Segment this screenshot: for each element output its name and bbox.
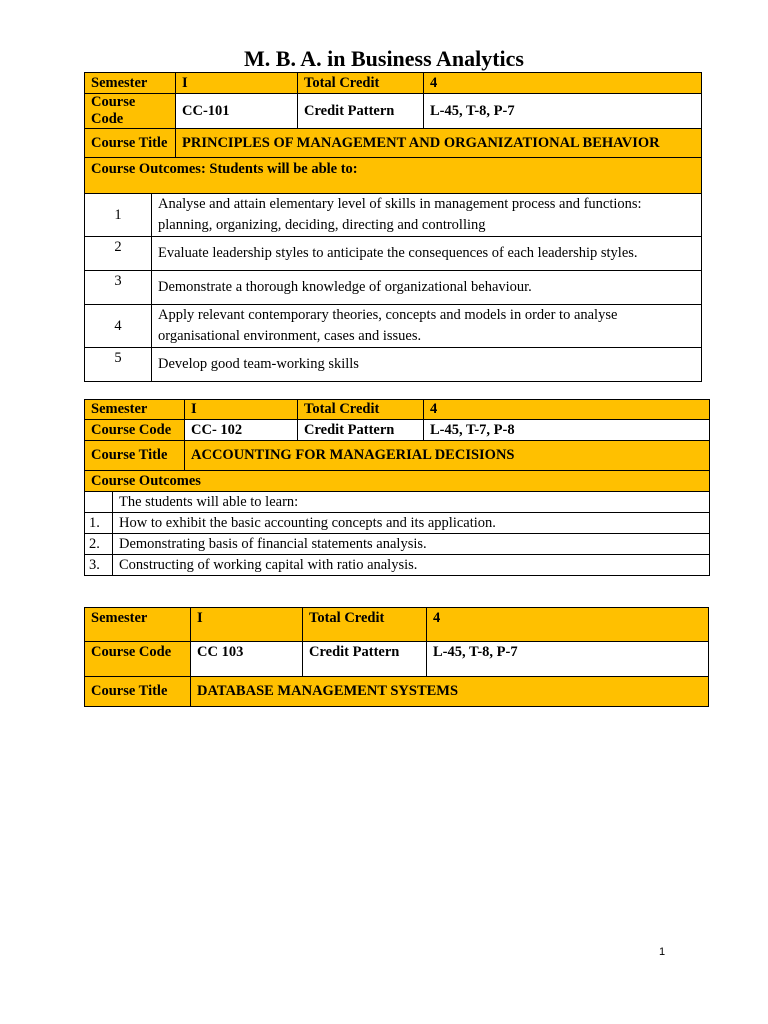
credit-pattern-label: Credit Pattern bbox=[303, 642, 427, 677]
course-table-cc102 bbox=[84, 399, 710, 576]
course-table-cc103 bbox=[84, 607, 709, 707]
outcome-text: Demonstrate a thorough knowledge of organizational behaviour. bbox=[152, 271, 702, 305]
course-title-value: DATABASE MANAGEMENT SYSTEMS bbox=[191, 677, 709, 707]
course-table-cc101 bbox=[84, 72, 702, 382]
course-code-label: Course Code bbox=[85, 420, 185, 441]
outcome-row bbox=[85, 534, 710, 555]
total-credit-value: 4 bbox=[424, 400, 710, 420]
semester-value: I bbox=[191, 608, 303, 642]
course-code-label: Course Code bbox=[85, 94, 176, 129]
outcome-text: Demonstrating basis of financial statements analysis. bbox=[113, 534, 710, 555]
outcome-row bbox=[85, 237, 702, 271]
course-code-value: CC 103 bbox=[191, 642, 303, 677]
outcome-row bbox=[85, 555, 710, 576]
semester-value: I bbox=[185, 400, 298, 420]
page-title: M. B. A. in Business Analytics bbox=[244, 46, 524, 71]
semester-label: Semester bbox=[85, 400, 185, 420]
course-outcomes-heading: Course Outcomes bbox=[85, 471, 710, 492]
outcome-number: 5 bbox=[85, 348, 152, 382]
course-title-value: ACCOUNTING FOR MANAGERIAL DECISIONS bbox=[185, 441, 710, 471]
outcome-number: 1 bbox=[85, 194, 152, 237]
outcome-number: 4 bbox=[85, 305, 152, 348]
credit-pattern-value: L-45, T-7, P-8 bbox=[424, 420, 710, 441]
outcome-number: 3 bbox=[85, 271, 152, 305]
outcome-number: 2 bbox=[85, 237, 152, 271]
outcome-row bbox=[85, 305, 702, 348]
outcome-row bbox=[85, 513, 710, 534]
outcome-text: Analyse and attain elementary level of skills in management process and functions: planning, organizing, deciding, directing and controlling bbox=[152, 194, 702, 237]
course-title-label: Course Title bbox=[85, 441, 185, 471]
outcome-number bbox=[85, 492, 113, 513]
outcome-row bbox=[85, 492, 710, 513]
outcome-row bbox=[85, 194, 702, 237]
total-credit-label: Total Credit bbox=[303, 608, 427, 642]
outcome-text: Evaluate leadership styles to anticipate the consequences of each leadership styles. bbox=[152, 237, 702, 271]
outcomes-intro: The students will able to learn: bbox=[113, 492, 710, 513]
outcome-number: 2. bbox=[85, 534, 113, 555]
credit-pattern-value: L-45, T-8, P-7 bbox=[427, 642, 709, 677]
course-title-value: PRINCIPLES OF MANAGEMENT AND ORGANIZATIONAL BEHAVIOR bbox=[176, 129, 702, 158]
credit-pattern-label: Credit Pattern bbox=[298, 94, 424, 129]
semester-label: Semester bbox=[85, 73, 176, 94]
course-code-label: Course Code bbox=[85, 642, 191, 677]
outcome-text: Apply relevant contemporary theories, concepts and models in order to analyse organisational environment, cases and issues. bbox=[152, 305, 702, 348]
outcome-text: Constructing of working capital with ratio analysis. bbox=[113, 555, 710, 576]
course-code-value: CC- 102 bbox=[185, 420, 298, 441]
total-credit-label: Total Credit bbox=[298, 73, 424, 94]
credit-pattern-label: Credit Pattern bbox=[298, 420, 424, 441]
course-title-label: Course Title bbox=[85, 129, 176, 158]
outcome-number: 3. bbox=[85, 555, 113, 576]
outcome-row bbox=[85, 348, 702, 382]
course-title-label: Course Title bbox=[85, 677, 191, 707]
credit-pattern-value: L-45, T-8, P-7 bbox=[424, 94, 702, 129]
outcome-text: How to exhibit the basic accounting concepts and its application. bbox=[113, 513, 710, 534]
course-outcomes-heading: Course Outcomes: Students will be able to: bbox=[85, 158, 702, 194]
total-credit-value: 4 bbox=[424, 73, 702, 94]
total-credit-value: 4 bbox=[427, 608, 709, 642]
total-credit-label: Total Credit bbox=[298, 400, 424, 420]
page-number: 1 bbox=[659, 946, 666, 958]
outcome-text: Develop good team-working skills bbox=[152, 348, 702, 382]
course-code-value: CC-101 bbox=[176, 94, 298, 129]
outcome-row bbox=[85, 271, 702, 305]
outcome-number: 1. bbox=[85, 513, 113, 534]
semester-value: I bbox=[176, 73, 298, 94]
semester-label: Semester bbox=[85, 608, 191, 642]
